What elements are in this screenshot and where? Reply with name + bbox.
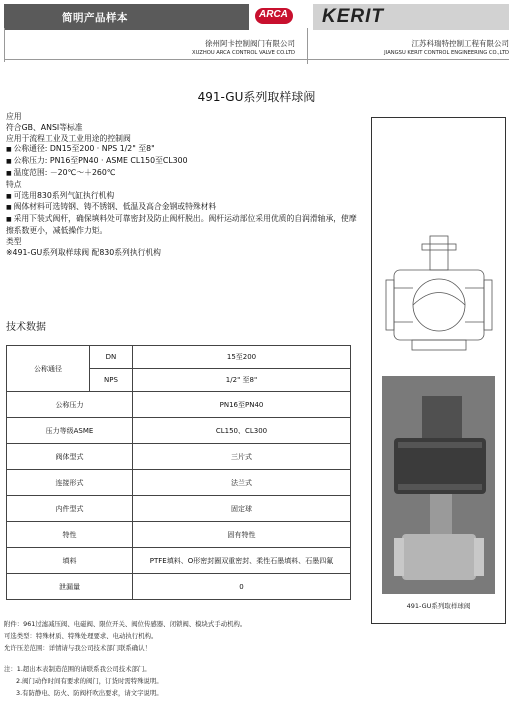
accessories-block (4, 618, 246, 654)
table-row (7, 392, 351, 418)
catalog-title: 简明产品样本 (62, 12, 128, 24)
type-heading: 类型 (6, 236, 22, 246)
table-cell: 公称通径 (7, 346, 90, 392)
accessories-line: 可选类型：特殊材质、特殊处理要求、电动执行机构。 (4, 632, 158, 640)
accessories-line: 允许压差范围：详情请与我公司技术部门联系确认！ (4, 644, 151, 652)
application-heading: 应用 (6, 112, 22, 121)
features-heading: 特点 (6, 179, 22, 189)
note-line: 2.阀门动作时间有要求的阀门，订货时需特殊说明。 (16, 677, 163, 685)
table-cell: 连接形式 (7, 470, 133, 496)
company-left-en: XUZHOU ARCA CONTROL VALVE CO.LTD (192, 50, 295, 56)
application-item: ■ 公称压力: PN16至PN40 · ASME CL150至CL300 (6, 156, 361, 168)
spec-table (6, 345, 351, 600)
header-rule (4, 59, 509, 60)
arca-logo (255, 8, 293, 24)
company-left-cn: 徐州阿卡控制阀门有限公司 (205, 39, 295, 48)
type-line: ※491-GU系列取样球阀 配830系列执行机构 (6, 247, 161, 257)
table-row (7, 496, 351, 522)
table-row (7, 574, 351, 600)
table-cell: 特性 (7, 522, 133, 548)
valve-section-drawing (386, 236, 492, 350)
table-cell: 内件型式 (7, 496, 133, 522)
feature-item: ■ 采用下装式阀杆，确保填料处可靠密封及防止阀杆脱出。阀杆运动部位采用优质的自润滑轴承，使摩擦系数更小，减低操作力矩。 (6, 214, 361, 237)
note-line: 3.有防静电、防火、防阀杆吹出要求，请文字说明。 (16, 689, 163, 697)
table-cell: 15至200 (133, 346, 351, 369)
product-image-frame (371, 117, 506, 624)
image-caption: 491-GU系列取样球阀 (406, 602, 471, 610)
table-row (7, 548, 351, 574)
table-cell: CL150、CL300 (133, 418, 351, 444)
application-item: ■ 公称通径: DN15至200 · NPS 1/2" 至8" (6, 144, 361, 156)
table-row (7, 470, 351, 496)
notes-block (4, 663, 163, 699)
table-cell: PN16至PN40 (133, 392, 351, 418)
feature-item: ■ 阀体材料可选铸钢、铸不锈钢、低温及高合金钢或特殊材料 (6, 202, 361, 214)
table-cell: 固有特性 (133, 522, 351, 548)
table-cell: NPS (90, 369, 133, 392)
company-right-en: JIANGSU KERIT CONTROL ENGINEERING CO.,LTD (384, 50, 509, 56)
note-line: 注：1.超出本表制造范围的请联系我公司技术部门。 (4, 665, 151, 673)
table-cell: PTFE填料、O形密封圈双重密封、柔性石墨填料、石墨四氟 (133, 548, 351, 574)
valve-body-shape (402, 534, 476, 580)
arca-logo-text: ARCA (259, 9, 288, 20)
feature-item: ■ 可选用830系列气缸执行机构 (6, 191, 361, 203)
table-row (7, 444, 351, 470)
header-divider-left (4, 28, 5, 62)
table-cell: 1/2" 至8" (133, 369, 351, 392)
table-row (7, 346, 351, 369)
table-cell: 压力等级ASME (7, 418, 133, 444)
application-line: 应用于流程工业及工业用途的控制阀 (6, 133, 131, 143)
kerit-logo: KERIT (322, 6, 384, 27)
table-cell: 法兰式 (133, 470, 351, 496)
tech-data-title: 技术数据 (6, 322, 46, 333)
table-cell: 填料 (7, 548, 133, 574)
document-title: 491-GU系列取样球阀 (197, 90, 316, 104)
table-cell: DN (90, 346, 133, 369)
table-cell: 0 (133, 574, 351, 600)
table-cell: 泄漏量 (7, 574, 133, 600)
table-cell: 固定球 (133, 496, 351, 522)
table-cell: 三片式 (133, 444, 351, 470)
accessories-line: 附件：961过滤减压阀、电磁阀、限位开关、阀位传感器、闭锁阀、模块式手动机构。 (4, 620, 247, 628)
application-line: 符合GB、ANSI等标准 (6, 122, 83, 132)
table-cell: 公称压力 (7, 392, 133, 418)
description-block (6, 112, 361, 258)
company-right-cn: 江苏科瑞特控制工程有限公司 (411, 39, 509, 48)
table-cell: 阀体型式 (7, 444, 133, 470)
table-row (7, 418, 351, 444)
valve-drawing (372, 118, 505, 623)
application-item: ■ 温度范围: －20℃～＋260℃ (6, 168, 361, 180)
table-row (7, 522, 351, 548)
